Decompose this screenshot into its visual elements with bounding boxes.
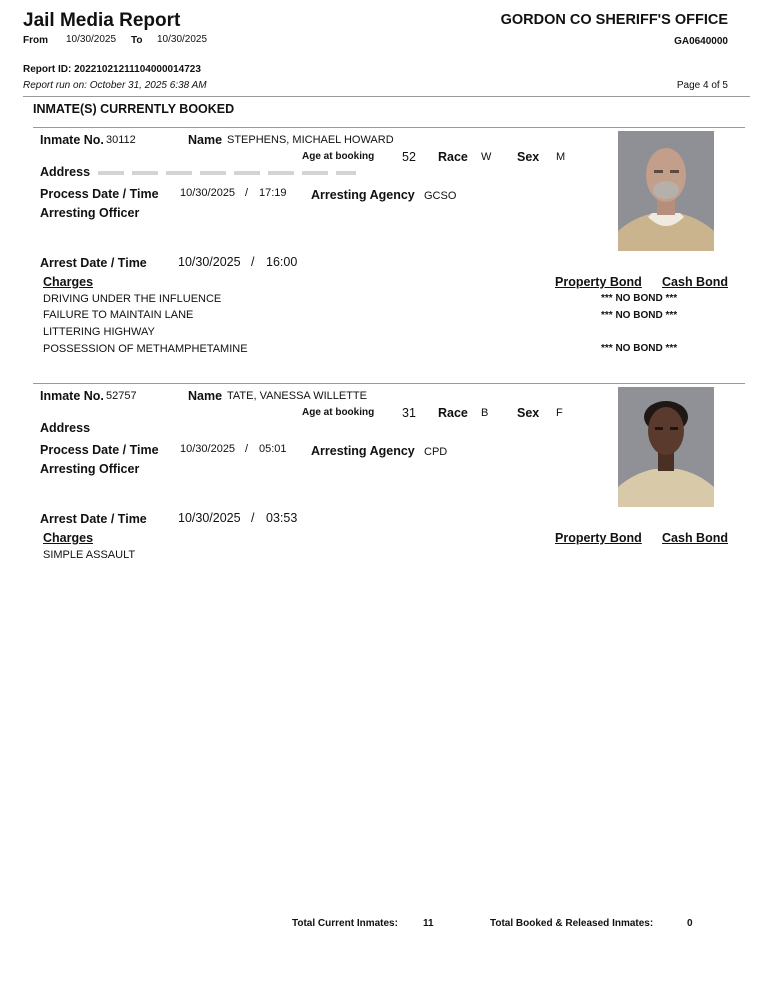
arrest-time: 16:00 — [266, 255, 298, 269]
inmate-name: STEPHENS, MICHAEL HOWARD — [227, 134, 394, 146]
report-id: Report ID: 20221021211104000014723 — [23, 64, 201, 75]
inmate-no: 52757 — [106, 390, 137, 402]
report-run-date: Report run on: October 31, 2025 6:38 AM — [23, 80, 207, 91]
charge-bond: *** NO BOND *** — [601, 310, 678, 321]
mugshot-female-icon — [618, 387, 714, 507]
section-title: INMATE(S) CURRENTLY BOOKED — [33, 102, 235, 116]
ori-code: GA0640000 — [674, 36, 728, 47]
arresting-agency-label: Arresting Agency — [311, 444, 415, 458]
arresting-officer-label: Arresting Officer — [40, 206, 140, 220]
name-label: Name — [188, 389, 223, 403]
charge-description: FAILURE TO MAINTAIN LANE — [43, 309, 194, 321]
process-date: 10/30/2025 — [180, 443, 236, 455]
sex-value: M — [556, 151, 566, 163]
charge-description: SIMPLE ASSAULT — [43, 549, 136, 561]
sheriff-office-name: GORDON CO SHERIFF'S OFFICE — [500, 12, 728, 28]
total-booked-released-count: 0 — [687, 918, 693, 929]
process-separator: / — [245, 443, 249, 455]
total-current-label: Total Current Inmates: — [292, 918, 398, 929]
arrest-date-label: Arrest Date / Time — [40, 512, 147, 526]
redacted-address — [98, 171, 356, 175]
charge-bond: *** NO BOND *** — [601, 343, 678, 354]
age-label: Age at booking — [302, 407, 375, 418]
section-divider — [33, 127, 745, 128]
arresting-agency: CPD — [424, 446, 448, 458]
from-label: From — [23, 35, 48, 46]
total-booked-released-label: Total Booked & Released Inmates: — [490, 918, 654, 929]
arrest-date: 10/30/2025 — [178, 255, 241, 269]
inmate-no-label: Inmate No. — [40, 389, 104, 403]
inmate-name: TATE, VANESSA WILLETTE — [227, 390, 367, 402]
cash-bond-header: Cash Bond — [662, 275, 728, 289]
address-label: Address — [40, 165, 91, 179]
from-date: 10/30/2025 — [66, 34, 117, 45]
race-value: B — [481, 407, 489, 419]
mugshot-male-icon — [618, 131, 714, 251]
property-bond-header: Property Bond — [555, 531, 642, 545]
sex-value: F — [556, 407, 563, 419]
arrest-date: 10/30/2025 — [178, 511, 241, 525]
race-label: Race — [438, 150, 468, 164]
to-label: To — [131, 35, 143, 46]
process-date: 10/30/2025 — [180, 187, 236, 199]
header-divider — [23, 96, 750, 97]
charge-description: POSSESSION OF METHAMPHETAMINE — [43, 343, 248, 355]
property-bond-header: Property Bond — [555, 275, 642, 289]
arrest-time: 03:53 — [266, 511, 298, 525]
cash-bond-header: Cash Bond — [662, 531, 728, 545]
inmate-no: 30112 — [106, 134, 136, 146]
charges-header: Charges — [43, 531, 94, 545]
process-time: 05:01 — [259, 443, 287, 455]
charges-header: Charges — [43, 275, 94, 289]
sex-label: Sex — [517, 150, 540, 164]
charge-bond: *** NO BOND *** — [601, 293, 678, 304]
charge-description: LITTERING HIGHWAY — [43, 326, 155, 338]
record-divider — [33, 383, 745, 384]
name-label: Name — [188, 133, 223, 147]
inmate-photo — [618, 387, 714, 507]
charge-description: DRIVING UNDER THE INFLUENCE — [43, 293, 222, 305]
process-date-label: Process Date / Time — [40, 187, 159, 201]
race-value: W — [481, 151, 492, 163]
arresting-officer-label: Arresting Officer — [40, 462, 140, 476]
race-label: Race — [438, 406, 468, 420]
page-number: Page 4 of 5 — [676, 80, 728, 91]
arrest-separator: / — [251, 255, 255, 269]
report-title: Jail Media Report — [23, 10, 181, 31]
address-label: Address — [40, 421, 91, 435]
age-label: Age at booking — [302, 151, 375, 162]
process-date-label: Process Date / Time — [40, 443, 159, 457]
process-time: 17:19 — [259, 187, 287, 199]
inmate-photo — [618, 131, 714, 251]
sex-label: Sex — [517, 406, 540, 420]
arresting-agency: GCSO — [424, 190, 457, 202]
arrest-date-label: Arrest Date / Time — [40, 256, 147, 270]
inmate-no-label: Inmate No. — [40, 133, 104, 147]
total-current-count: 11 — [423, 918, 434, 929]
arresting-agency-label: Arresting Agency — [311, 188, 415, 202]
arrest-separator: / — [251, 511, 255, 525]
process-separator: / — [245, 187, 249, 199]
age-value: 31 — [402, 406, 416, 420]
age-value: 52 — [402, 150, 416, 164]
to-date: 10/30/2025 — [157, 34, 208, 45]
